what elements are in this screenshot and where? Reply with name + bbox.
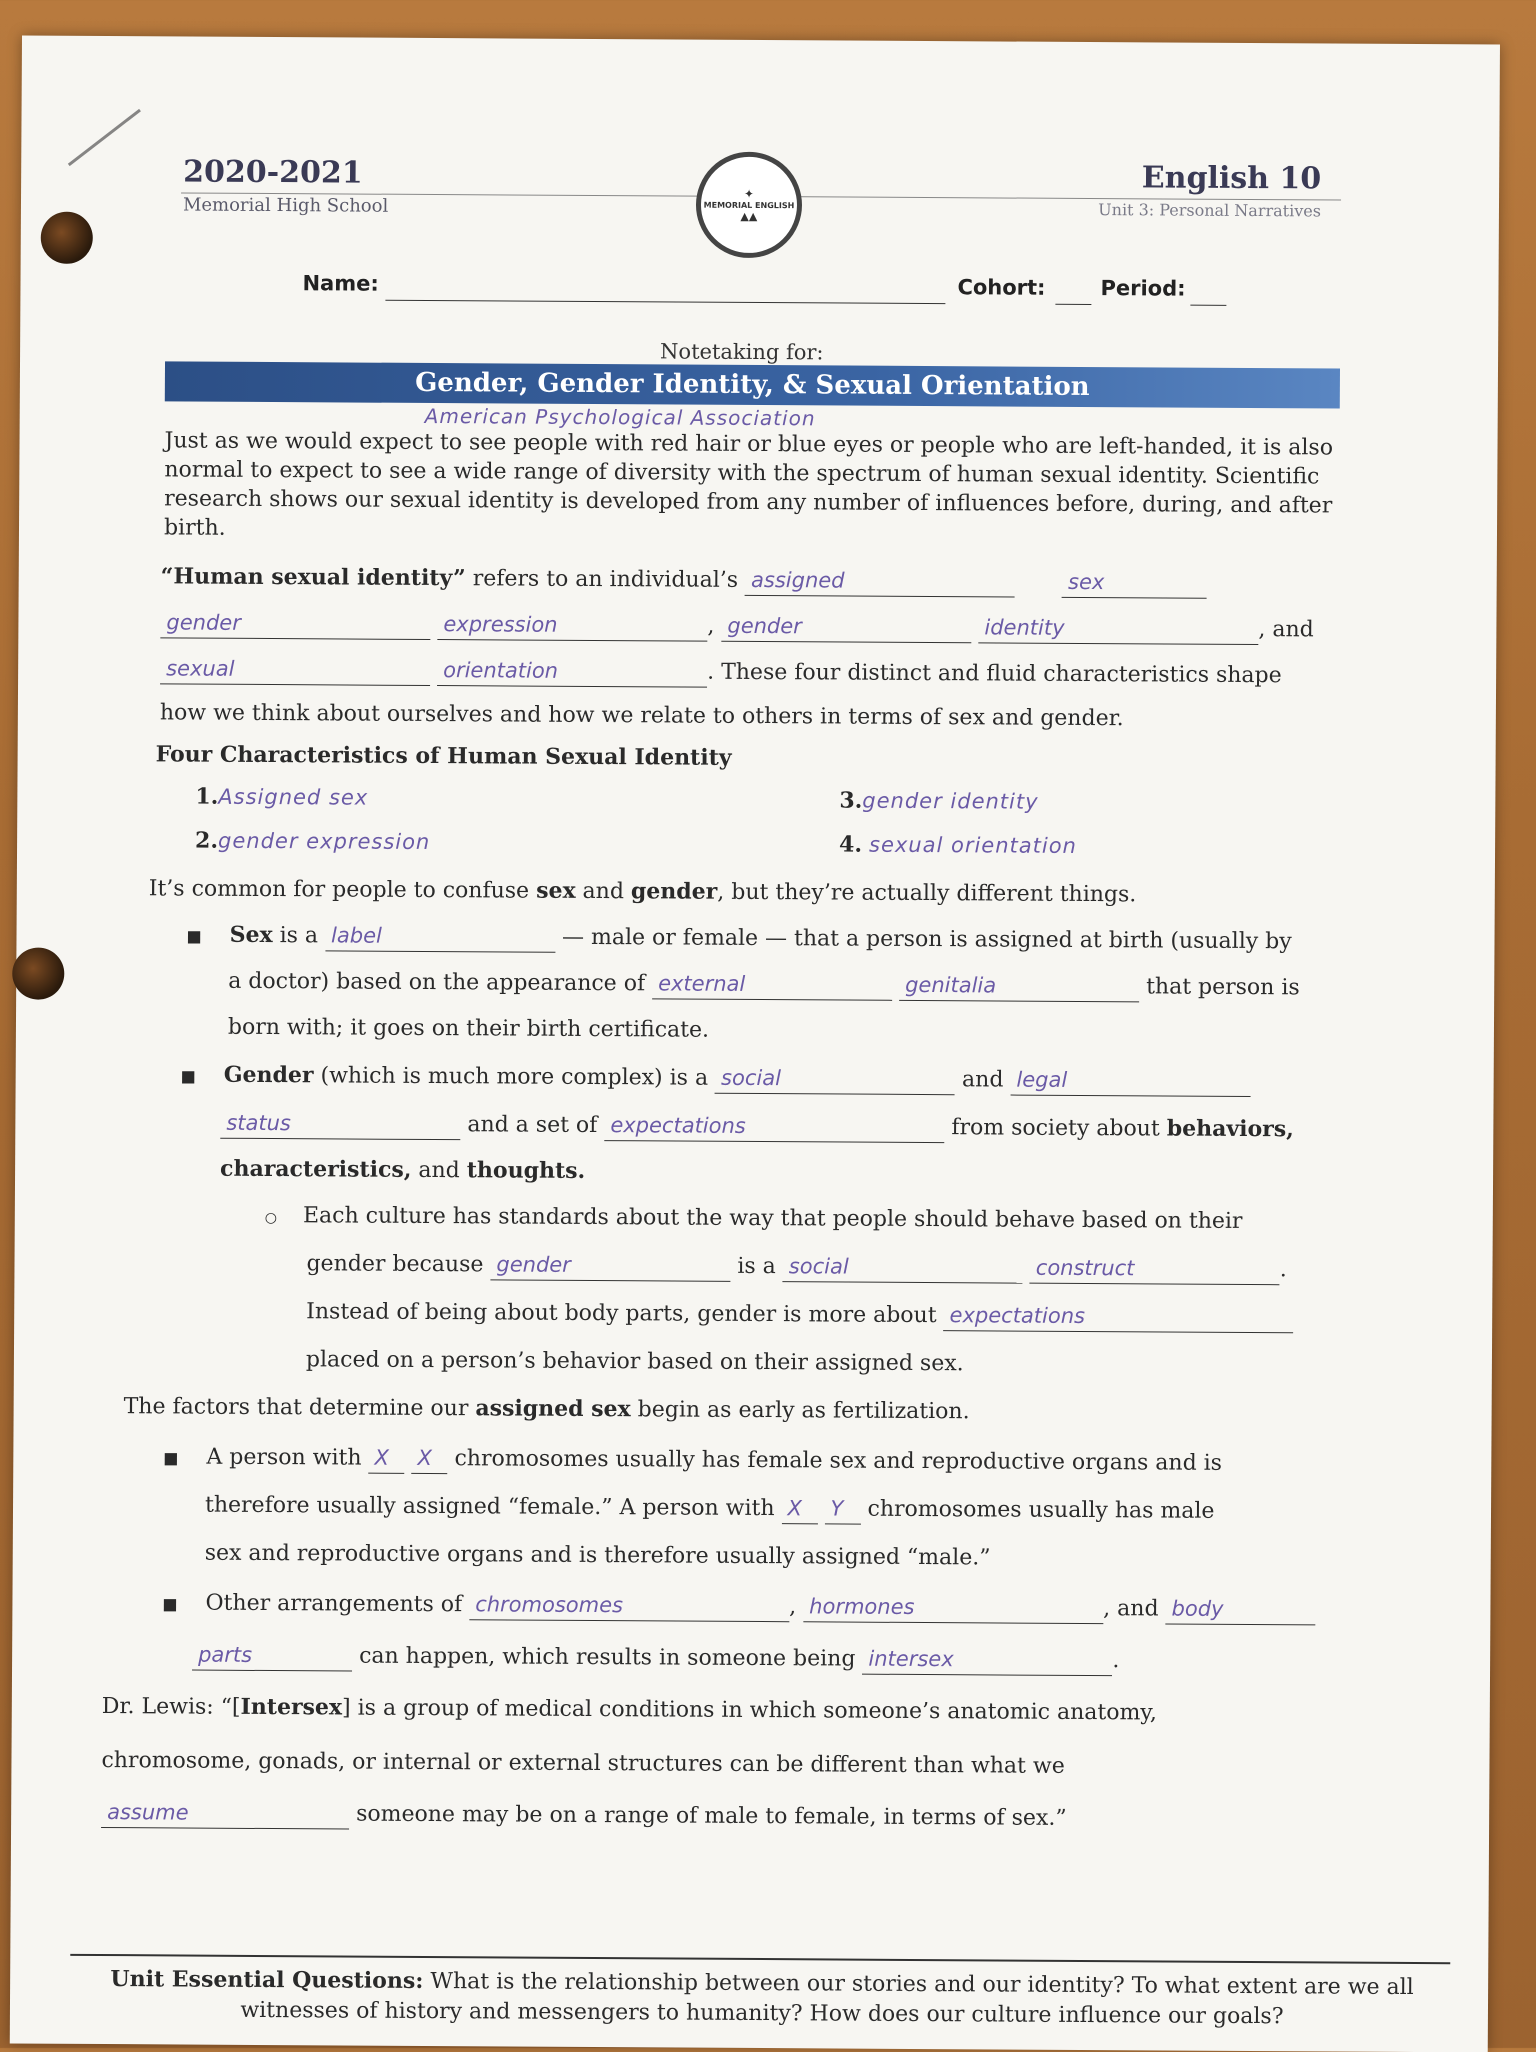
lewis-line-3: assume someone may be on a range of male to female, in terms of sex.”	[101, 1798, 1421, 1836]
blank-y1[interactable]: Y	[824, 1494, 860, 1524]
other-line-2: parts can happen, which results in someone being intersex .	[192, 1641, 1392, 1678]
blank-expectations[interactable]: expectations	[604, 1111, 944, 1143]
characteristic-3: 3.gender identity	[839, 787, 1039, 814]
blank-x3[interactable]: X	[781, 1494, 817, 1524]
culture-line-4: placed on a person’s behavior based on their assigned sex.	[305, 1347, 964, 1377]
chromo-line-3: sex and reproductive organs and is therefore usually assigned “male.”	[204, 1540, 991, 1571]
chromo-line-1: ■ A person with X X chromosomes usually has female sex and reproductive organs and is	[163, 1444, 1223, 1476]
blank-x1[interactable]: X	[368, 1444, 404, 1474]
blank-gender-1[interactable]: gender	[160, 608, 430, 640]
cohort-field[interactable]	[1055, 282, 1091, 305]
four-heading: Four Characteristics of Human Sexual Identity	[155, 741, 732, 771]
blank-identity[interactable]: identity	[978, 613, 1258, 645]
gender-bullet-line-1: ■ Gender (which is much more complex) is a social and legal	[181, 1060, 1391, 1097]
culture-line-3: Instead of being about body parts, gender is more about expectations	[306, 1297, 1406, 1334]
blank-intersex[interactable]: intersex	[862, 1645, 1112, 1677]
blank-genitalia[interactable]: genitalia	[899, 971, 1139, 1002]
definition-line-3	[160, 654, 1400, 692]
factors-sentence: The factors that determine our assigned sex begin as early as fertilization.	[123, 1394, 970, 1425]
blank-hormones[interactable]: hormones	[803, 1592, 1103, 1624]
definition-term: “Human sexual identity”	[160, 563, 466, 592]
punch-hole-middle	[12, 947, 64, 999]
definition-tail: . These four distinct and fluid characteristics shape	[707, 659, 1282, 689]
essential-questions: Unit Essential Questions: What is the relationship between our stories and our identity? To what extent are we all witnesses of history and messengers to humanity? How does our culture influence our goals?	[110, 1966, 1414, 2030]
worksheet-page	[10, 35, 1500, 2052]
header-school: Memorial High School	[182, 194, 389, 217]
blank-expectations-2[interactable]: expectations	[943, 1301, 1293, 1333]
page-title: Gender, Gender Identity, & Sexual Orientation	[165, 361, 1340, 408]
header-unit: Unit 3: Personal Narratives	[1098, 200, 1322, 221]
gender-bullet-line-2: status and a set of expectations from society about behaviors,	[220, 1109, 1400, 1146]
intro-paragraph: Just as we would expect to see people with red hair or blue eyes or people who are left-handed, it is also normal to expect to see a wide range of diversity with the spectrum of human sexual identity. Scientific research shows our sexual identity is developed from any number of influences before, during, and after birth.	[163, 428, 1334, 541]
punch-hole-top	[41, 212, 93, 264]
blank-assume[interactable]: assume	[101, 1798, 349, 1830]
blank-orientation[interactable]: orientation	[437, 656, 707, 688]
blank-status[interactable]: status	[220, 1109, 460, 1140]
characteristic-4: 4. sexual orientation	[839, 831, 1077, 858]
sex-bullet-line-3: born with; it goes on their birth certificate.	[227, 1014, 710, 1043]
definition-line-2: gender expression , gender identity , and	[160, 608, 1370, 645]
blank-x2[interactable]: X	[411, 1444, 447, 1474]
blank-chromosomes[interactable]: chromosomes	[469, 1590, 789, 1622]
definition-line-1	[161, 562, 1371, 599]
blank-gender-2[interactable]: gender	[721, 612, 971, 644]
culture-line-2: gender because gender is a social construct .	[306, 1249, 1396, 1286]
blank-legal[interactable]: legal	[1010, 1066, 1250, 1097]
blank-construct[interactable]: construct	[1030, 1254, 1280, 1286]
blank-sexual[interactable]: sexual	[160, 654, 430, 686]
pencil-mark	[68, 109, 141, 166]
blank-social[interactable]: social	[715, 1064, 955, 1095]
period-label: Period:	[1100, 276, 1186, 301]
name-label: Name:	[302, 271, 379, 296]
sex-bullet-line-1: ■ Sex is a label — male or female — that a person is assigned at birth (usually by	[186, 921, 1292, 955]
blank-expression[interactable]: expression	[437, 610, 707, 642]
school-seal: ✦ MEMORIAL ENGLISH ▲▲	[696, 152, 803, 259]
notetaking-label: Notetaking for:	[660, 339, 824, 365]
characteristic-1: 1.Assigned sex	[195, 783, 369, 810]
blank-social-2[interactable]: social	[783, 1252, 1023, 1283]
cohort-label: Cohort:	[957, 275, 1046, 300]
definition-and: , and	[1258, 617, 1314, 643]
other-line-1: ■ Other arrangements of chromosomes , hormones , and body	[162, 1588, 1412, 1626]
source-note: American Psychological Association	[424, 403, 816, 431]
seal-text: MEMORIAL ENGLISH	[703, 200, 795, 211]
definition-lead: refers to an individual’s	[465, 566, 746, 593]
blank-sex[interactable]: sex	[1062, 568, 1207, 599]
blank-external[interactable]: external	[652, 969, 892, 1000]
characteristic-2: 2.gender expression	[195, 827, 431, 854]
name-field[interactable]	[385, 278, 945, 304]
blank-gender-3[interactable]: gender	[490, 1250, 730, 1281]
lewis-line-2: chromosome, gonads, or internal or external structures can be different than what we	[101, 1748, 1065, 1779]
culture-line-1: ○ Each culture has standards about the way that people should behave based on their	[264, 1203, 1243, 1234]
header-year: 2020-2021	[183, 154, 363, 191]
header-course: English 10	[1141, 160, 1322, 197]
blank-assigned[interactable]: assigned	[745, 566, 1015, 598]
gender-bullet-line-3: characteristics, and thoughts.	[220, 1155, 586, 1184]
chromo-line-2: therefore usually assigned “female.” A person with X Y chromosomes usually has male	[204, 1492, 1215, 1524]
blank-parts[interactable]: parts	[192, 1641, 352, 1672]
footer-divider	[70, 1954, 1450, 1964]
blank-label[interactable]: label	[325, 921, 555, 952]
definition-tail-2: how we think about ourselves and how we relate to others in terms of sex and gender.	[159, 700, 1124, 732]
confuse-sentence: It’s common for people to confuse sex and gender, but they’re actually different things.	[148, 876, 1137, 908]
blank-body[interactable]: body	[1165, 1595, 1315, 1626]
period-field[interactable]	[1190, 283, 1226, 306]
lewis-line-1: Dr. Lewis: “[Intersex] is a group of medical conditions in which someone’s anatomic anatomy,	[101, 1693, 1157, 1726]
sex-bullet-line-2: a doctor) based on the appearance of external genitalia that person is	[228, 967, 1388, 1004]
